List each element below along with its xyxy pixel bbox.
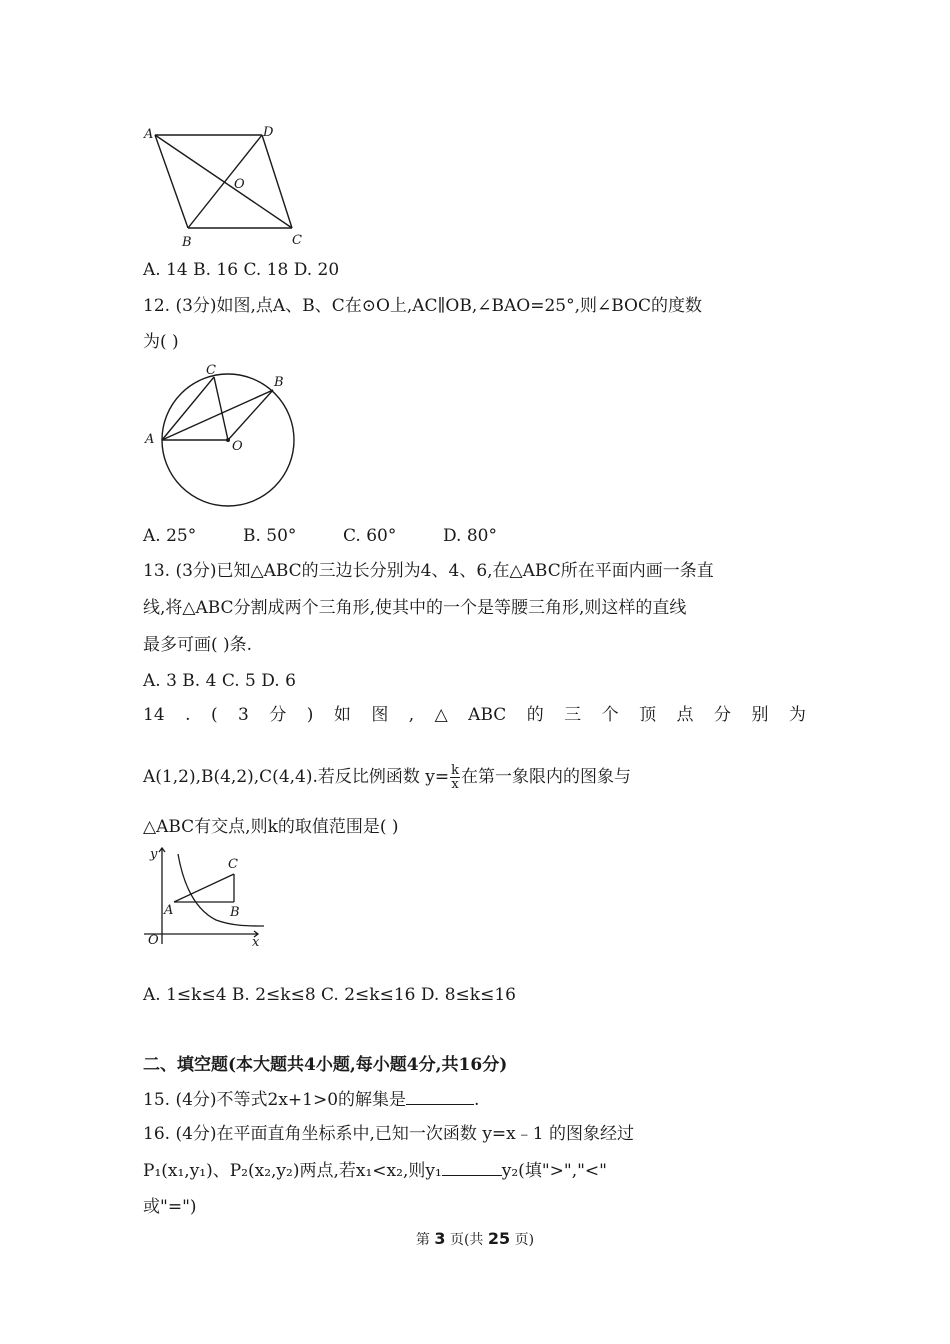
q14-token: ABC — [468, 705, 507, 725]
q16-line2-after: y₂(填">","<" — [501, 1161, 607, 1181]
q14-token: 如 — [333, 705, 351, 725]
q12-option-b: B. 50° — [243, 526, 297, 546]
q15-text-end: . — [474, 1090, 480, 1110]
label-O: O — [148, 933, 159, 948]
q14-line1 — [143, 704, 806, 726]
parallelogram-figure — [140, 120, 315, 252]
label-A: A — [164, 903, 174, 918]
coordinate-graph-figure — [140, 840, 270, 952]
q12-line1: 12. (3分)如图,点A、B、C在⊙O上,AC∥OB,∠BAO=25°,则∠BOC的度数 — [143, 296, 702, 316]
q14-line3: △ABC有交点,则k的取值范围是( ) — [143, 817, 399, 837]
q14-token: 图 — [371, 705, 389, 725]
q14-token: 点 — [676, 705, 694, 725]
q14-token: 个 — [601, 705, 619, 725]
label-A: A — [145, 432, 155, 447]
label-B: B — [274, 375, 284, 390]
q14-token: ) — [306, 705, 314, 725]
label-D: D — [263, 125, 274, 140]
label-C: C — [292, 233, 302, 248]
q16-line2-before: P₁(x₁,y₁)、P₂(x₂,y₂)两点,若x₁<x₂,则y₁ — [143, 1161, 442, 1181]
label-O: O — [232, 439, 243, 454]
q11-options: A. 14 B. 16 C. 18 D. 20 — [143, 260, 340, 280]
q13-line3: 最多可画( )条. — [143, 635, 253, 655]
q12-option-a: A. 25° — [143, 526, 197, 546]
label-y: y — [150, 847, 158, 862]
q14-token: ( — [210, 705, 218, 725]
q14-token: 分 — [269, 705, 287, 725]
page-footer — [0, 1229, 950, 1249]
q15-line — [143, 1088, 479, 1111]
q12-line2: 为( ) — [143, 332, 179, 352]
fraction-k-over-x — [450, 764, 460, 791]
q14-token: 14 — [143, 705, 165, 725]
q14-line2-before: A(1,2),B(4,2),C(4,4).若反比例函数 y= — [143, 767, 450, 787]
q12-option-c: C. 60° — [343, 526, 397, 546]
q14-token: 为 — [788, 705, 806, 725]
q14-token: △ — [434, 705, 448, 725]
q12-options — [143, 525, 543, 547]
fraction-numerator: k — [451, 763, 460, 778]
q14-token: 分 — [713, 705, 731, 725]
q14-token: 三 — [564, 705, 582, 725]
q12-option-d: D. 80° — [443, 526, 497, 546]
section2-heading: 二、填空题(本大题共4小题,每小题4分,共16分) — [143, 1055, 508, 1075]
q13-options: A. 3 B. 4 C. 5 D. 6 — [143, 671, 296, 691]
q16-answer-blank[interactable] — [442, 1159, 502, 1176]
q14-token: 别 — [751, 705, 769, 725]
current-page-number: 3 — [434, 1229, 446, 1248]
label-C: C — [228, 857, 238, 872]
q15-answer-blank[interactable] — [406, 1088, 474, 1105]
q13-line2: 线,将△ABC分割成两个三角形,使其中的一个是等腰三角形,则这样的直线 — [143, 598, 687, 618]
footer-prefix: 第 — [415, 1232, 435, 1248]
footer-suffix: 页) — [510, 1232, 535, 1248]
q14-token: 的 — [526, 705, 544, 725]
circle-figure — [140, 360, 305, 515]
label-x: x — [252, 935, 260, 950]
q16-line3: 或"=") — [143, 1197, 197, 1217]
q14-token: 3 — [238, 705, 249, 725]
label-B: B — [230, 905, 240, 920]
label-B: B — [182, 235, 192, 250]
label-A: A — [144, 127, 154, 142]
total-page-count: 25 — [487, 1229, 511, 1248]
q16-line1: 16. (4分)在平面直角坐标系中,已知一次函数 y=x﹣1 的图象经过 — [143, 1124, 634, 1144]
label-O: O — [234, 177, 245, 192]
label-C: C — [206, 363, 216, 378]
q14-token: . — [185, 705, 191, 725]
footer-middle: 页(共 — [445, 1232, 488, 1248]
q14-line2 — [143, 764, 631, 791]
fraction-denominator: x — [451, 777, 459, 792]
q14-line2-after: 在第一象限内的图象与 — [461, 767, 632, 787]
q15-text: 15. (4分)不等式2x+1>0的解集是 — [143, 1090, 407, 1110]
q13-line1: 13. (3分)已知△ABC的三边长分别为4、4、6,在△ABC所在平面内画一条直 — [143, 561, 714, 581]
q16-line2 — [143, 1159, 607, 1182]
q14-token: , — [408, 705, 415, 725]
q14-token: 顶 — [639, 705, 657, 725]
q14-options: A. 1≤k≤4 B. 2≤k≤8 C. 2≤k≤16 D. 8≤k≤16 — [143, 985, 516, 1005]
